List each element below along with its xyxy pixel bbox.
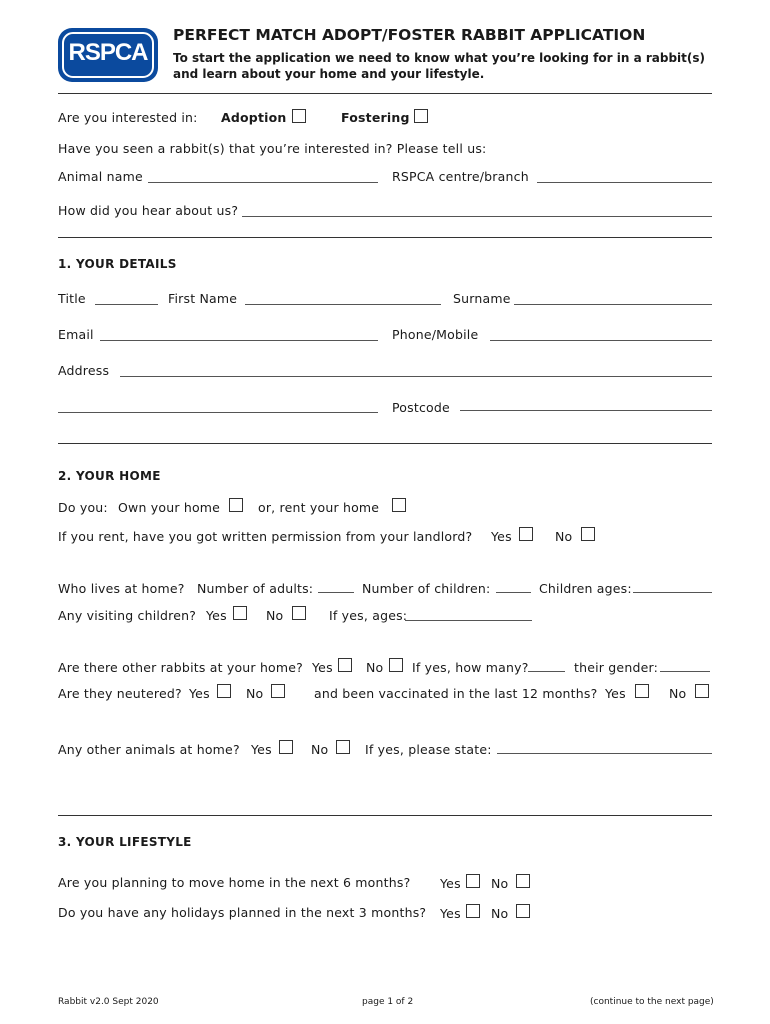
section-heading-home: 2. YOUR HOME	[58, 469, 161, 483]
visiting-no-checkbox[interactable]	[292, 606, 306, 620]
section-heading-details: 1. YOUR DETAILS	[58, 257, 177, 271]
holidays-no-label: No	[491, 906, 509, 921]
please-state-field[interactable]	[497, 753, 712, 754]
do-you-label: Do you:	[58, 500, 108, 515]
neutered-no-checkbox[interactable]	[271, 684, 285, 698]
fostering-label: Fostering	[341, 110, 410, 125]
section-heading-lifestyle: 3. YOUR LIFESTYLE	[58, 835, 192, 849]
visiting-ages-label: If yes, ages:	[329, 608, 408, 623]
surname-label: Surname	[453, 291, 511, 306]
how-many-field[interactable]	[528, 671, 565, 672]
seen-rabbit-prompt: Have you seen a rabbit(s) that you’re interested in? Please tell us:	[58, 141, 487, 156]
hear-about-field[interactable]	[242, 216, 712, 217]
divider	[58, 237, 712, 238]
holidays-no-checkbox[interactable]	[516, 904, 530, 918]
landlord-no-label: No	[555, 529, 573, 544]
rent-home-label: or, rent your home	[258, 500, 380, 515]
title-field[interactable]	[95, 304, 158, 305]
holidays-label: Do you have any holidays planned in the next 3 months?	[58, 905, 427, 920]
holidays-yes-label: Yes	[440, 906, 461, 921]
vaccinated-no-checkbox[interactable]	[695, 684, 709, 698]
other-animals-no-checkbox[interactable]	[336, 740, 350, 754]
visiting-ages-field[interactable]	[405, 620, 532, 621]
adoption-label: Adoption	[221, 110, 287, 125]
other-animals-label: Any other animals at home?	[58, 742, 240, 757]
neutered-label: Are they neutered?	[58, 686, 182, 701]
rent-home-checkbox[interactable]	[392, 498, 406, 512]
other-rabbits-label: Are there other rabbits at your home?	[58, 660, 304, 675]
move-no-checkbox[interactable]	[516, 874, 530, 888]
other-animals-no-label: No	[311, 742, 329, 757]
visiting-yes-label: Yes	[206, 608, 227, 623]
footer-page-number: page 1 of 2	[362, 997, 414, 1007]
other-animals-yes-label: Yes	[251, 742, 272, 757]
address-label: Address	[58, 363, 110, 378]
gender-label: their gender:	[574, 660, 659, 675]
vaccinated-label: and been vaccinated in the last 12 months?	[314, 686, 598, 701]
divider	[58, 93, 712, 94]
phone-label: Phone/Mobile	[392, 327, 479, 342]
form-subtitle-line-1: To start the application we need to know what you’re looking for in a rabbit(s)	[173, 51, 706, 65]
adoption-checkbox[interactable]	[292, 109, 306, 123]
visiting-yes-checkbox[interactable]	[233, 606, 247, 620]
gender-field[interactable]	[660, 671, 710, 672]
visiting-children-label: Any visiting children?	[58, 608, 197, 623]
neutered-yes-checkbox[interactable]	[217, 684, 231, 698]
vaccinated-yes-checkbox[interactable]	[635, 684, 649, 698]
children-label: Number of children:	[362, 581, 491, 596]
hear-about-label: How did you hear about us?	[58, 203, 239, 218]
centre-field[interactable]	[537, 182, 712, 183]
move-no-label: No	[491, 876, 509, 891]
postcode-field[interactable]	[460, 410, 712, 411]
email-field[interactable]	[100, 340, 378, 341]
please-state-label: If yes, please state:	[365, 742, 492, 757]
other-rabbits-no-label: No	[366, 660, 384, 675]
move-yes-checkbox[interactable]	[466, 874, 480, 888]
landlord-permission-label: If you rent, have you got written permission from your landlord?	[58, 529, 473, 544]
divider	[58, 815, 712, 816]
email-label: Email	[58, 327, 94, 342]
move-yes-label: Yes	[440, 876, 461, 891]
who-lives-label: Who lives at home?	[58, 581, 185, 596]
neutered-no-label: No	[246, 686, 264, 701]
phone-field[interactable]	[490, 340, 712, 341]
interested-label: Are you interested in:	[58, 110, 198, 125]
footer-version: Rabbit v2.0 Sept 2020	[58, 997, 159, 1007]
logo-text: RSPCA	[68, 39, 148, 66]
other-animals-yes-checkbox[interactable]	[279, 740, 293, 754]
adults-field[interactable]	[318, 592, 354, 593]
visiting-no-label: No	[266, 608, 284, 623]
children-field[interactable]	[496, 592, 531, 593]
rspca-logo	[58, 28, 158, 82]
neutered-yes-label: Yes	[189, 686, 210, 701]
children-ages-field[interactable]	[633, 592, 712, 593]
divider	[58, 443, 712, 444]
footer-continue-note: (continue to the next page)	[590, 997, 714, 1007]
centre-label: RSPCA centre/branch	[392, 169, 529, 184]
how-many-label: If yes, how many?	[412, 660, 529, 675]
children-ages-label: Children ages:	[539, 581, 632, 596]
own-home-label: Own your home	[118, 500, 221, 515]
landlord-no-checkbox[interactable]	[581, 527, 595, 541]
form-title: PERFECT MATCH ADOPT/FOSTER RABBIT APPLICATION	[173, 26, 646, 44]
other-rabbits-no-checkbox[interactable]	[389, 658, 403, 672]
surname-field[interactable]	[514, 304, 712, 305]
vaccinated-yes-label: Yes	[605, 686, 626, 701]
own-home-checkbox[interactable]	[229, 498, 243, 512]
title-label: Title	[58, 291, 86, 306]
move-home-label: Are you planning to move home in the next 6 months?	[58, 875, 411, 890]
address-field-line-1[interactable]	[120, 376, 712, 377]
other-rabbits-yes-checkbox[interactable]	[338, 658, 352, 672]
address-field-line-2[interactable]	[58, 412, 378, 413]
postcode-label: Postcode	[392, 400, 450, 415]
animal-name-field[interactable]	[148, 182, 378, 183]
animal-name-label: Animal name	[58, 169, 143, 184]
form-subtitle-line-2: and learn about your home and your lifestyle.	[173, 67, 485, 81]
holidays-yes-checkbox[interactable]	[466, 904, 480, 918]
landlord-yes-label: Yes	[491, 529, 512, 544]
other-rabbits-yes-label: Yes	[312, 660, 333, 675]
fostering-checkbox[interactable]	[414, 109, 428, 123]
adults-label: Number of adults:	[197, 581, 314, 596]
vaccinated-no-label: No	[669, 686, 687, 701]
first-name-field[interactable]	[245, 304, 441, 305]
landlord-yes-checkbox[interactable]	[519, 527, 533, 541]
first-name-label: First Name	[168, 291, 238, 306]
